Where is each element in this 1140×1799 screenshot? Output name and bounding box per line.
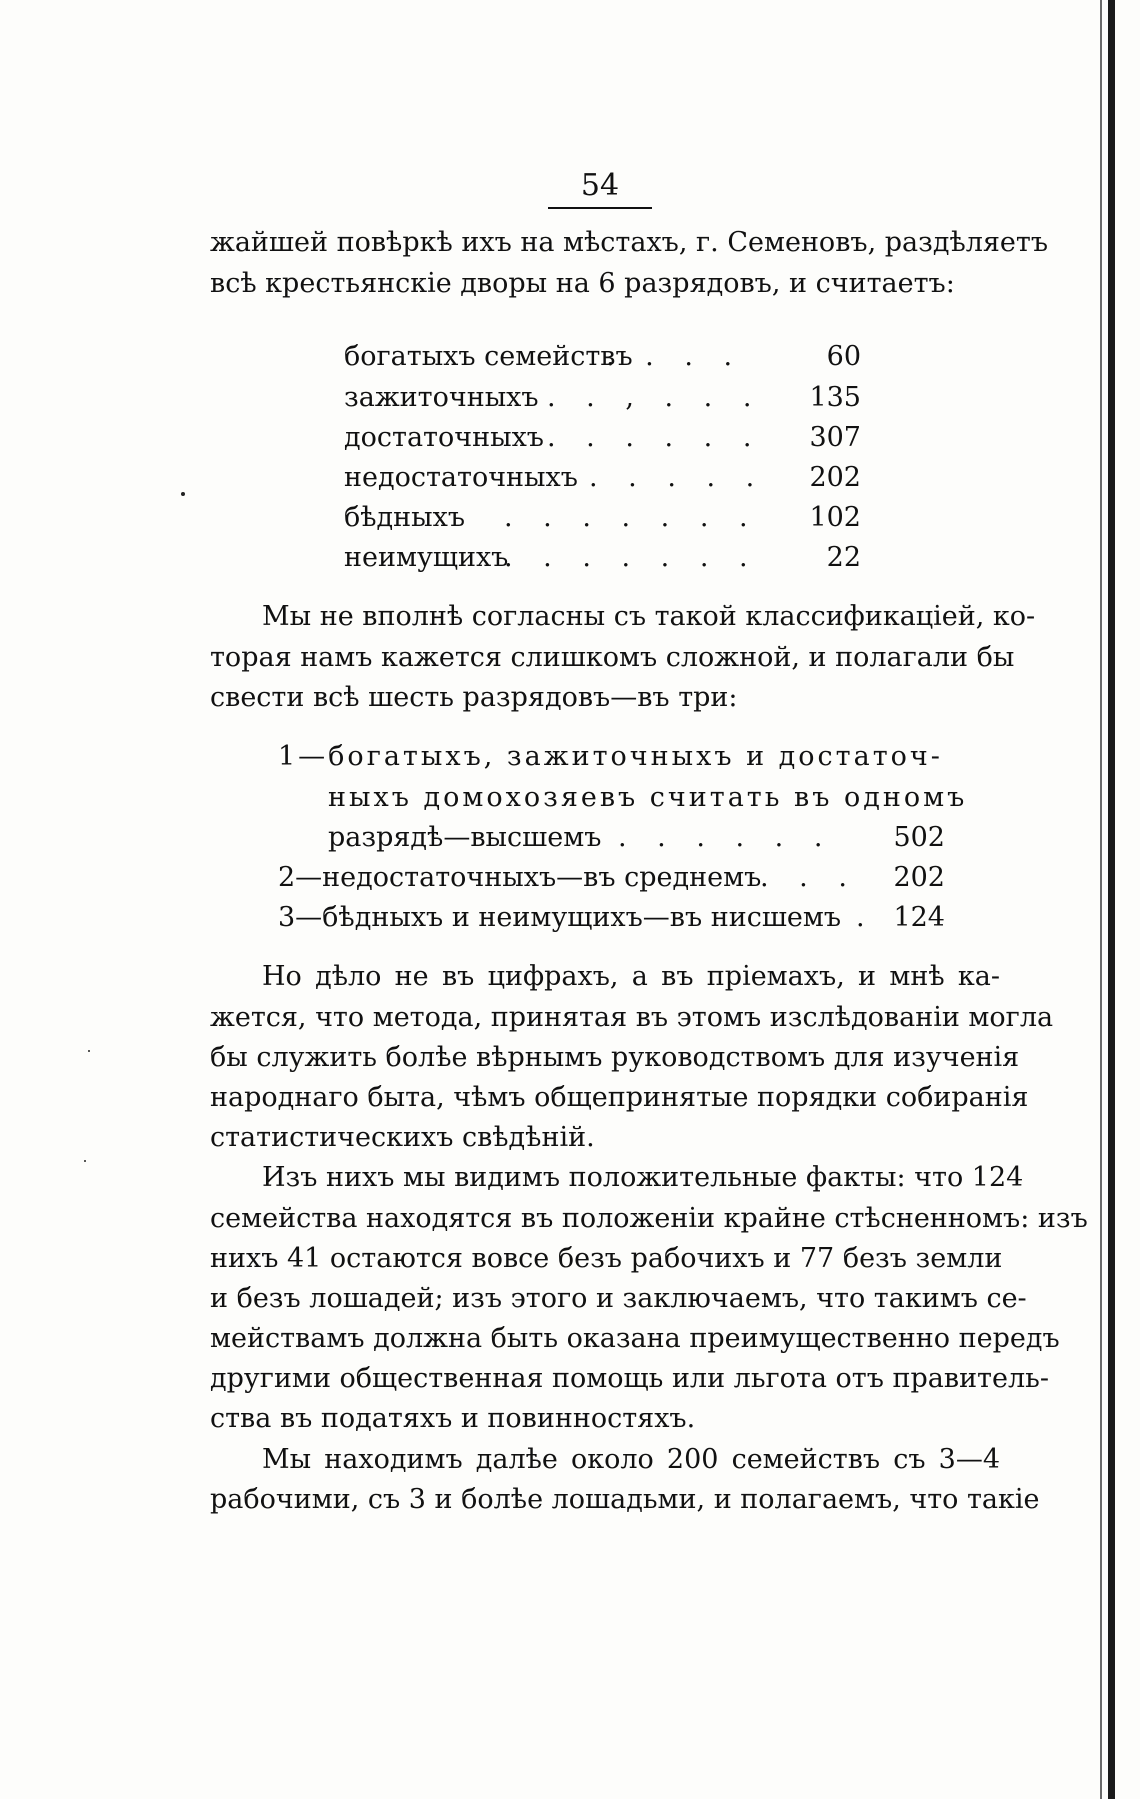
text-line: свести всѣ шесть разрядовъ—въ три: — [210, 682, 738, 713]
paragraph-first-line: Но дѣло не въ цифрахъ, а въ пріемахъ, и мнѣ ка- — [262, 961, 1000, 992]
text-line: бы служить болѣе вѣрнымъ руководствомъ для изученія — [210, 1042, 1020, 1073]
text-line: жайшей повѣркѣ ихъ на мѣстахъ, г. Семеновъ, раздѣляетъ — [210, 227, 1049, 258]
text-line: семейства находятся въ положеніи крайне стѣсненномъ: изъ — [210, 1203, 1088, 1234]
category-row — [344, 458, 861, 498]
leader-dots: . . . . . — [589, 462, 766, 493]
group-label: 2—недостаточныхъ—въ среднемъ — [278, 862, 762, 893]
leader-dots: . — [856, 902, 876, 933]
scan-speck — [84, 1160, 86, 1162]
text-line: всѣ крестьянскіе дворы на 6 разрядовъ, и считаетъ: — [210, 268, 955, 299]
leader-dots: . . . . . . . — [504, 542, 759, 573]
scan-speck — [88, 1050, 90, 1052]
binding-edge — [1108, 0, 1115, 1799]
group-row — [328, 818, 945, 858]
group-row — [278, 858, 945, 898]
group-line: ныхъ домохозяевъ считать въ одномъ — [328, 782, 968, 813]
leader-dots: . . . — [760, 862, 858, 893]
category-value: 202 — [809, 462, 861, 493]
leader-dots: . . . . . . . — [504, 502, 759, 533]
category-label: бѣдныхъ — [344, 502, 466, 533]
group-value: 202 — [893, 862, 945, 893]
category-label: богатыхъ семействъ — [344, 341, 633, 372]
text-line: статистическихъ свѣдѣній. — [210, 1122, 595, 1153]
category-row — [344, 337, 861, 377]
page-number-rule — [548, 207, 652, 209]
page-number: 54 — [580, 168, 620, 203]
category-label: недостаточныхъ — [344, 462, 578, 493]
category-value: 135 — [809, 382, 861, 413]
leader-dots: . . , . . . — [547, 382, 763, 413]
group-value: 502 — [893, 822, 945, 853]
group-line: 1—богатыхъ, зажиточныхъ и достаточ- — [278, 741, 943, 772]
text-line: торая намъ кажется слишкомъ сложной, и полагали бы — [210, 642, 1015, 673]
category-row — [344, 538, 861, 578]
paragraph-first-line: Мы находимъ далѣе около 200 семействъ съ 3—4 — [262, 1444, 1000, 1475]
paragraph-first-line: Мы не вполнѣ согласны съ такой классификаціей, ко- — [262, 601, 1036, 632]
category-value: 102 — [809, 502, 861, 533]
leader-dots: . . . . — [606, 341, 744, 372]
leader-dots: . . . . . . — [618, 822, 834, 853]
category-value: 307 — [809, 422, 861, 453]
text-line: ства въ податяхъ и повинностяхъ. — [210, 1403, 696, 1434]
text-line: другими общественная помощь или льгота отъ правитель- — [210, 1363, 1049, 1394]
paragraph-first-line: Изъ нихъ мы видимъ положительные факты: что 124 — [262, 1162, 1024, 1193]
text-line: жется, что метода, принятая въ этомъ изслѣдованіи могла — [210, 1002, 1054, 1033]
category-label: неимущихъ — [344, 542, 509, 573]
scan-speck — [181, 492, 185, 496]
text-line: мействамъ должна быть оказана преимущественно передъ — [210, 1323, 1060, 1354]
category-row — [344, 378, 861, 418]
binding-edge-shadow — [1100, 0, 1102, 1799]
category-row — [344, 418, 861, 458]
category-label: достаточныхъ — [344, 422, 544, 453]
text-line: рабочими, съ 3 и болѣе лошадьми, и полагаемъ, что такіе — [210, 1484, 1040, 1515]
text-line: и безъ лошадей; изъ этого и заключаемъ, что такимъ се- — [210, 1283, 1027, 1314]
category-value: 60 — [826, 341, 861, 372]
category-label: зажиточныхъ — [344, 382, 539, 413]
text-line: народнаго быта, чѣмъ общепринятые порядки собиранія — [210, 1082, 1029, 1113]
text-line: нихъ 41 остаются вовсе безъ рабочихъ и 77 безъ земли — [210, 1243, 1003, 1274]
group-row — [278, 898, 945, 938]
group-label: разрядѣ—высшемъ — [328, 822, 602, 853]
group-label: 3—бѣдныхъ и неимущихъ—въ нисшемъ — [278, 902, 842, 933]
category-value: 22 — [826, 542, 861, 573]
group-value: 124 — [893, 902, 945, 933]
category-row — [344, 498, 861, 538]
leader-dots: . . . . . . — [547, 422, 763, 453]
